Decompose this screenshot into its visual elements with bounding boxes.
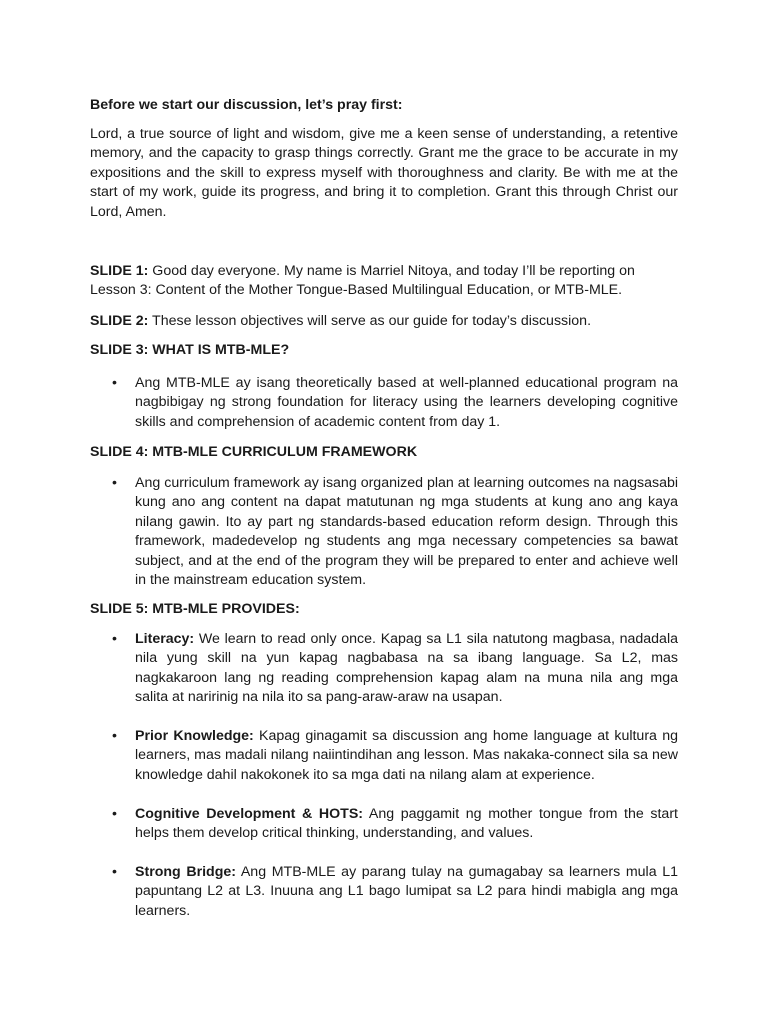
slide2-text: These lesson objectives will serve as our guide for today’s discussion. <box>148 313 592 329</box>
bullet-marker: • <box>112 728 117 744</box>
slide4-heading: SLIDE 4: MTB-MLE CURRICULUM FRAMEWORK <box>90 444 418 460</box>
slide1-text: Good day everyone. My name is Marriel Nitoya, and today I’ll be reporting on Lesson 3: Content of the Mother Tongue-Based Multilingual Education, or MTB-MLE. <box>90 263 635 299</box>
slide3-heading: SLIDE 3: WHAT IS MTB-MLE? <box>90 342 290 358</box>
slide5-item-text <box>135 630 678 708</box>
item-label: Prior Knowledge: <box>135 728 254 744</box>
slide4-bullet <box>112 474 678 590</box>
bullet-marker: • <box>112 631 117 647</box>
slide5-heading: SLIDE 5: MTB-MLE PROVIDES: <box>90 601 300 617</box>
slide5-item-strong-bridge <box>112 863 678 921</box>
bullet-marker: • <box>112 864 117 880</box>
bullet-marker: • <box>112 806 117 822</box>
slide5-item-text <box>135 805 678 844</box>
prayer-text: Lord, a true source of light and wisdom, give me a keen sense of understanding, a retentive memory, and the capacity to grasp things correctly. Grant me the grace to be accurate in my expositions and the skill to express myself with thoroughness and clarity. Be with me at the start of my work, guide its progress, and bring it to completion. Grant this through Christ our Lord, Amen. <box>90 126 678 220</box>
item-text: Kapag ginagamit sa discussion ang home language at kultura ng learners, mas madali nilang naiintindihan ang lesson. Mas nakaka-connect sila sa new knowledge dahil nakokonek ito sa mga dati na nilang alam at experience. <box>135 728 678 783</box>
item-label: Strong Bridge: <box>135 864 236 880</box>
slide3-bullet <box>112 374 678 432</box>
bullet-marker: • <box>112 475 117 491</box>
slide5-item-prior-knowledge <box>112 727 678 785</box>
prayer-heading: Before we start our discussion, let’s pray first: <box>90 97 403 113</box>
slide5-item-text <box>135 727 678 785</box>
slide2-paragraph <box>90 312 678 331</box>
slide2-label: SLIDE 2: <box>90 313 149 329</box>
item-text: Ang MTB-MLE ay parang tulay na gumagabay sa learners mula L1 papuntang L2 at L3. Inuuna ang L1 bago lumipat sa L2 para hindi mabigla ang mga learners. <box>135 864 678 919</box>
slide1-label: SLIDE 1: <box>90 263 149 279</box>
slide1-paragraph <box>90 262 678 301</box>
item-label: Cognitive Development & HOTS: <box>135 806 364 822</box>
item-label: Literacy: <box>135 631 195 647</box>
item-text: Ang paggamit ng mother tongue from the start helps them develop critical thinking, understanding, and values. <box>135 806 678 842</box>
item-text: We learn to read only once. Kapag sa L1 sila natutong magbasa, nadadala nila yung skill na yun kapag nagbabasa na sa ibang language. Sa L2, mas nagkakaroon lang ng reading comprehension kapag alam na muna nila ang mga salita at naririnig na nila ito sa pang-araw-araw na usapan. <box>135 631 678 706</box>
slide3-bullet-text: Ang MTB-MLE ay isang theoretically based at well-planned educational program na nagbibigay ng strong foundation for literacy using the learners developing cognitive skills and comprehension of academic content from day 1. <box>135 375 678 430</box>
slide4-bullet-text: Ang curriculum framework ay isang organized plan at learning outcomes na nagsasabi kung ano ang content na dapat matutunan ng mga students at kung ano ang kaya nilang gawin. Ito ay part ng standards-based education reform design. Through this framework, madedevelop ng students ang mga necessary competencies sa bawat subject, and at the end of the program they will be prepared to enter and achieve well in the mainstream education system. <box>135 475 678 589</box>
slide5-item-cognitive <box>112 805 678 844</box>
slide5-item-literacy <box>112 630 678 708</box>
slide5-item-text <box>135 863 678 921</box>
bullet-marker: • <box>112 375 117 391</box>
